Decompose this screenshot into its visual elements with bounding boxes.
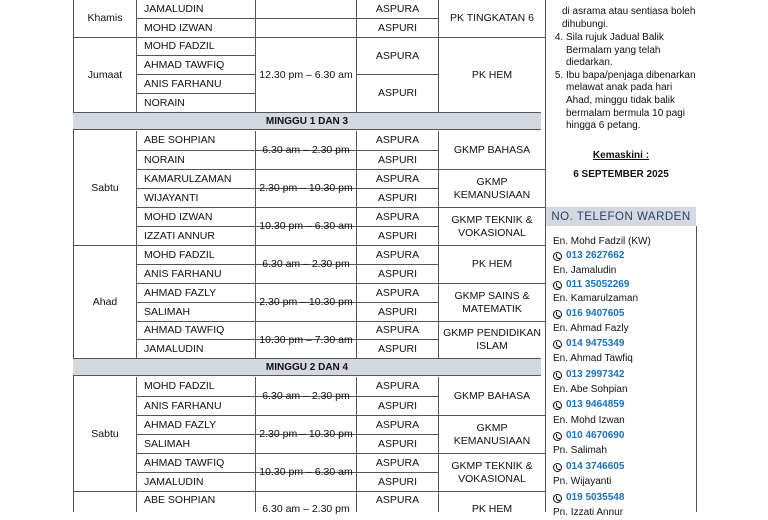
warden-contact-phone[interactable]: 013 2627662: [553, 249, 624, 263]
notes-list: [550, 32, 696, 133]
warden-name: JAMALUDIN: [144, 2, 204, 15]
shift-time: 10.30 pm – 6.30 am: [259, 220, 353, 232]
hostel-label: ASPURI: [377, 399, 418, 412]
warden-name: ANIS FARHANU: [144, 399, 222, 412]
phone-icon: [553, 252, 562, 261]
warden-contact-name: En. Mohd Fadzil (KW): [553, 236, 651, 247]
hostel-label: ASPURI: [377, 475, 418, 488]
warden-contact-name: En. Abe Sohpian: [553, 384, 628, 395]
shift-time: 10.30 pm – 6.30 am: [259, 466, 353, 478]
hostel-label: ASPURI: [377, 229, 418, 242]
warden-contact-name: En. Ahmad Tawfiq: [553, 353, 633, 364]
note-item: 4. Sila rujuk Jadual Balik Bermalam yang telah diedarkan.: [566, 32, 696, 70]
warden-name: AHMAD FAZLY: [144, 286, 217, 299]
warden-name: SALIMAH: [144, 305, 191, 318]
warden-name: KAMARULZAMAN: [144, 172, 232, 185]
warden-name: ANIS FARHANU: [144, 267, 222, 280]
hostel-label: ASPURA: [375, 210, 420, 223]
week-header: MINGGU 2 DAN 4: [73, 358, 541, 376]
shift-time: 10.30 pm – 7.30 am: [259, 333, 353, 346]
officer-label: PK TINGKATAN 6: [449, 12, 535, 24]
hostel-label: ASPURA: [375, 418, 420, 431]
warden-name: IZZATI ANNUR: [144, 229, 215, 242]
warden-contact-name: Pn. Salimah: [553, 445, 607, 456]
officer-label: PK HEM: [471, 502, 513, 515]
officer-label: GKMP PENDIDIKAN ISLAM: [443, 327, 541, 352]
warden-contact-phone[interactable]: 013 9464859: [553, 398, 624, 412]
phone-icon: [553, 494, 562, 503]
day-label: Jumaat: [87, 68, 123, 81]
hostel-label: ASPURA: [375, 324, 420, 336]
officer-label: GKMP BAHASA: [453, 143, 531, 156]
hostel-label: ASPURI: [377, 267, 418, 280]
hostel-label: ASPURI: [377, 342, 418, 355]
warden-name: MOHD FADZIL: [144, 40, 215, 52]
officer-label: GKMP TEKNIK & VOKASIONAL: [451, 459, 533, 485]
note-continuation: dihubungi.: [562, 19, 609, 30]
warden-name: MOHD IZWAN: [144, 210, 213, 223]
warden-name: MOHD FADZIL: [144, 380, 215, 392]
officer-label: PK HEM: [471, 68, 513, 81]
warden-name: ANIS FARHANU: [144, 77, 222, 90]
warden-contact-phone[interactable]: 014 3746605: [553, 460, 624, 474]
hostel-label: ASPURI: [377, 305, 418, 318]
shift-time: 6.30 am – 2.30 pm: [262, 389, 350, 402]
warden-contact-phone[interactable]: 014 9475349: [553, 337, 624, 351]
warden-contact-name: En. Kamarulzaman: [553, 293, 639, 304]
shift-time: 12.30 pm – 6.30 am: [259, 68, 353, 81]
phone-icon: [553, 463, 562, 472]
officer-label: GKMP SAINS & MATEMATIK: [454, 289, 530, 315]
note-item: 5. Ibu bapa/penjaga dibenarkan melawat anak pada hari Ahad, minggu tidak balik bermalam bermula 10 pagi hingga 6 petang.: [566, 70, 696, 133]
phone-icon: [553, 371, 562, 380]
warden-contact-name: Pn. Wijayanti: [553, 476, 612, 487]
hostel-label: ASPURA: [375, 456, 420, 469]
shift-time: 6.30 am – 2.30 pm: [262, 502, 350, 515]
hostel-label: ASPURA: [375, 493, 420, 506]
day-label: Sabtu: [91, 427, 119, 440]
hostel-label: ASPURI: [377, 87, 418, 99]
note-continuation: di asrama atau sentiasa boleh: [562, 6, 696, 17]
shift-time: 2.30 pm – 10.30 pm: [259, 296, 353, 308]
hostel-label: ASPURA: [375, 134, 420, 146]
warden-name: AHMAD FAZLY: [144, 418, 217, 431]
officer-label: GKMP KEMANUSIAAN: [453, 421, 531, 447]
hostel-label: ASPURI: [377, 153, 418, 166]
phone-icon: [553, 432, 562, 441]
warden-contact-phone[interactable]: 010 4670690: [553, 429, 624, 443]
hostel-label: ASPURI: [377, 437, 418, 450]
warden-name: AHMAD TAWFIQ: [144, 58, 225, 71]
warden-contact-name: En. Jamaludin: [553, 265, 617, 276]
warden-name: MOHD FADZIL: [144, 248, 215, 261]
warden-name: MOHD IZWAN: [144, 21, 213, 34]
day-label: Khamis: [87, 12, 123, 24]
phone-icon: [553, 401, 562, 410]
hostel-label: ASPURA: [375, 248, 420, 261]
warden-name: JAMALUDIN: [144, 475, 204, 488]
officer-label: GKMP TEKNIK & VOKASIONAL: [451, 213, 533, 239]
phone-icon: [553, 281, 562, 290]
officer-label: GKMP BAHASA: [453, 389, 531, 402]
hostel-label: ASPURI: [377, 191, 418, 204]
shift-time: 2.30 pm – 10.30 pm: [259, 182, 353, 194]
shift-time: 2.30 pm – 10.30 pm: [259, 428, 353, 440]
warden-name: AHMAD TAWFIQ: [144, 456, 225, 469]
warden-phone-header: NO. TELEFON WARDEN: [546, 207, 696, 226]
sidebar-border: [696, 226, 697, 512]
warden-name: WIJAYANTI: [144, 191, 199, 204]
day-label: Sabtu: [91, 181, 119, 194]
updated-label: Kemaskini :: [592, 150, 650, 161]
warden-contact-phone[interactable]: 019 5035548: [553, 491, 624, 505]
shift-time: 6.30 am – 2.30 pm: [262, 143, 350, 156]
warden-contact-name: Pn. Izzati Annur: [553, 507, 624, 518]
phone-icon: [553, 340, 562, 349]
warden-contact-phone[interactable]: 011 35052269: [553, 278, 629, 292]
hostel-label: ASPURA: [375, 2, 420, 15]
table-border-right: [545, 0, 546, 512]
shift-time: 6.30 am – 2.30 pm: [262, 258, 350, 270]
hostel-label: ASPURA: [375, 172, 420, 185]
officer-label: GKMP KEMANUSIAAN: [453, 175, 531, 201]
warden-name: SALIMAH: [144, 437, 191, 450]
updated-date: 6 SEPTEMBER 2025: [573, 169, 669, 180]
warden-name: NORAIN: [144, 96, 185, 109]
warden-contact-name: En. Mohd Izwan: [553, 415, 625, 426]
warden-contact-phone[interactable]: 016 9407605: [553, 307, 624, 321]
warden-name: AHMAD TAWFIQ: [144, 324, 225, 336]
warden-name: NORAIN: [144, 153, 185, 166]
warden-name: ABE SOHPIAN: [144, 134, 216, 146]
warden-name: JAMALUDIN: [144, 342, 204, 355]
week-header: MINGGU 1 DAN 3: [73, 112, 541, 130]
warden-contact-phone[interactable]: 013 2997342: [553, 368, 624, 382]
hostel-label: ASPURA: [375, 49, 420, 62]
warden-name: ABE SOHPIAN: [144, 493, 216, 506]
warden-contact-name: En. Ahmad Fazly: [553, 323, 629, 334]
phone-icon: [553, 310, 562, 319]
hostel-label: ASPURI: [377, 21, 418, 34]
hostel-label: ASPURA: [375, 380, 420, 392]
officer-label: PK HEM: [471, 258, 513, 270]
day-label: Ahad: [92, 295, 118, 308]
hostel-label: ASPURA: [375, 286, 420, 299]
